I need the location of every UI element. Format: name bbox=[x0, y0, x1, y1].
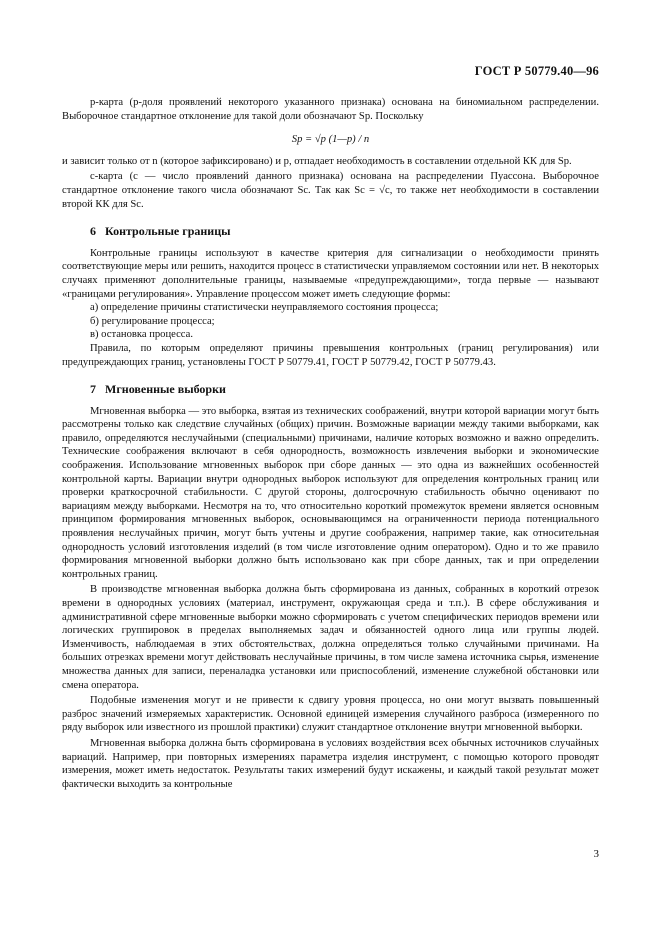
section-7-paragraph-2: В производстве мгновенная выборка должна быть сформирована из данных, собранных в короткий отрезок времени в однородных условиях (материал, инструмент, окружающая среда и т.п.). В сфере обслуживания и административной сфере мгновенные выборки можно сформировать с учетом специфических периодов времени или логических группировок в пределах выполняемых задач и обязанностей одного лица или группы людей. Изменчивость, наблюдаемая в этих обстоятельствах, должна определяться только случайными причинами. На больших отрезках времени могут действовать неслучайные причины, в том числе замена источника сырья, изменение множества данных для записи, переналадка установки или приспособлений, изменение служебной обстановки или смена оператора. bbox=[62, 584, 599, 691]
section-6-number: 6 bbox=[90, 224, 96, 239]
standard-header: ГОСТ Р 50779.40—96 bbox=[474, 64, 599, 78]
section-6-paragraph-2: Правила, по которым определяют причины превышения контрольных (границ регулирования) или предупреждающих границ, установлены ГОСТ Р 50779.41, ГОСТ Р 50779.42, ГОСТ Р 50779.43. bbox=[62, 342, 599, 368]
section-6-heading bbox=[90, 225, 599, 239]
section-7-heading bbox=[90, 383, 599, 397]
section-6-title: Контрольные границы bbox=[105, 224, 231, 239]
section-7-title: Мгновенные выборки bbox=[105, 382, 226, 397]
c-chart-paragraph: c-карта (c — число проявлений данного признака) основана на распределении Пуассона. Выборочное стандартное отклонение такого числа обозначают Sc. Так как Sc = √c, то также нет необходимости в составлении второй КК для Sc. bbox=[62, 171, 599, 210]
section-7-paragraph-1: Мгновенная выборка — это выборка, взятая из технических соображений, внутри которой вариации могут быть рассмотрены только как следствие случайных (общих) причин. Возможные вариации между такими выборками, как правило, определяются неслучайными (специальными) причинами, наличие которых возможно и важно определить. Технические соображения включают в себя однородность, возможность извлечения выборки и экономические соображения. Использование мгновенных выборок при сборе данных — это одна из важнейших особенностей контрольной карты. Вариации внутри однородных выборок используют для определения контрольных границ или проверки краткосрочной стабильности. С другой стороны, долгосрочную стабильность обычно оценивают по вариациям между выборками. Несмотря на то, что относительно короткий промежуток времени является основным принципом формирования мгновенных выборок, основывающимся на ограниченности периода потенциального проявления неслучайных причин, могут быть учтены и другие соображения, например такие, как относительная однородность условий изготовления изделий (в том числе изготовление одним оператором). Одно и то же правило формирования мгновенной выборки должно быть использовано как при сборе данных, так и при определении контрольных границ. bbox=[62, 405, 599, 580]
page-number: 3 bbox=[593, 848, 599, 860]
list-item-a: а) определение причины статистически неуправляемого состояния процесса; bbox=[90, 302, 439, 314]
document-body bbox=[62, 96, 599, 791]
section-7-number: 7 bbox=[90, 382, 96, 397]
list-item-c: в) остановка процесса. bbox=[90, 329, 193, 341]
section-7-paragraph-3: Подобные изменения могут и не привести к сдвигу уровня процесса, но они могут вызвать повышенный разброс значений измеряемых характеристик. Основной единицей измерения случайного разброса (измеренного по ряду выборок или известного из прошлой практики) служит стандартное отклонение внутри мгновенной выборки. bbox=[62, 695, 599, 734]
sp-formula: Sp = √p (1—p) / n bbox=[291, 134, 370, 146]
p-depends-paragraph: и зависит только от n (которое зафиксировано) и p, отпадает необходимость в составлении отдельной КК для Sp. bbox=[62, 155, 572, 167]
list-item-b: б) регулирование процесса; bbox=[90, 315, 215, 327]
section-6-paragraph-1: Контрольные границы используют в качестве критерия для сигнализации о необходимости принять соответствующие меры или решить, находится процесс в статистически управляемом состоянии или нет. В некоторых случаях применяют дополнительные границы, называемые «предупреждающими», тогда первые — называют «границами регулирования». Управление процессом может иметь следующие формы: bbox=[62, 247, 599, 300]
section-7-paragraph-4: Мгновенная выборка должна быть сформирована в условиях воздействия всех обычных источников случайных вариаций. Например, при повторных измерениях параметра изделия инструмент, с помощью которого проводят измерения, может иметь недостаток. Результаты таких измерений будут искажены, и каждый такой результат может фактически выходить за контрольные bbox=[62, 737, 599, 790]
p-chart-paragraph: p-карта (p-доля проявлений некоторого указанного признака) основана на биномиальном распределении. Выборочное стандартное отклонение для такой доли обозначают Sp. Поскольку bbox=[62, 97, 599, 122]
